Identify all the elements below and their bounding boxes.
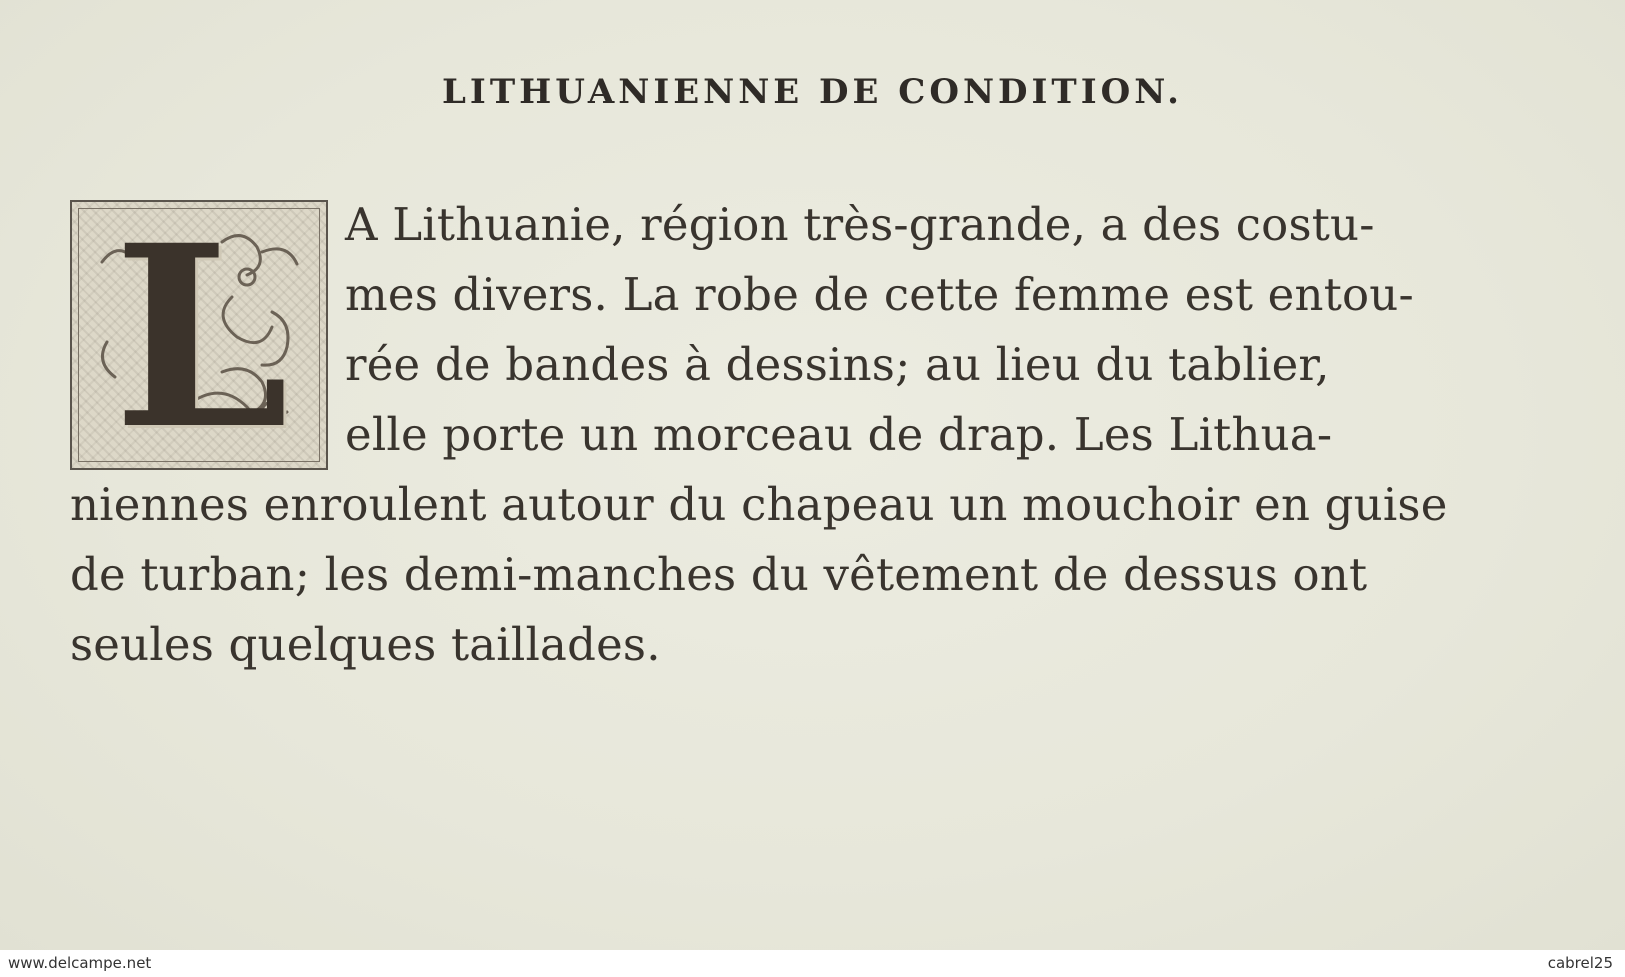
watermark-strip [0, 950, 1625, 977]
text-line: seules quelques taillades. [70, 618, 661, 671]
text-line: de turban; les demi-manches du vêtement de dessus ont [70, 548, 1368, 601]
document-title: LITHUANIENNE DE CONDITION. [442, 72, 1183, 112]
drop-cap-letter: L [113, 200, 289, 470]
ornamental-drop-cap [70, 200, 328, 470]
text-line: mes divers. La robe de cette femme est entou- [345, 268, 1414, 321]
text-line: rée de bandes à dessins; au lieu du tablier, [345, 338, 1330, 391]
watermark-site: www.delcampe.net [8, 954, 152, 972]
text-line: elle porte un morceau de drap. Les Lithua- [345, 408, 1333, 461]
text-line: niennes enroulent autour du chapeau un mouchoir en guise [70, 478, 1448, 531]
text-line: A Lithuanie, région très-grande, a des costu- [345, 198, 1375, 251]
watermark-user: cabrel25 [1547, 954, 1613, 972]
